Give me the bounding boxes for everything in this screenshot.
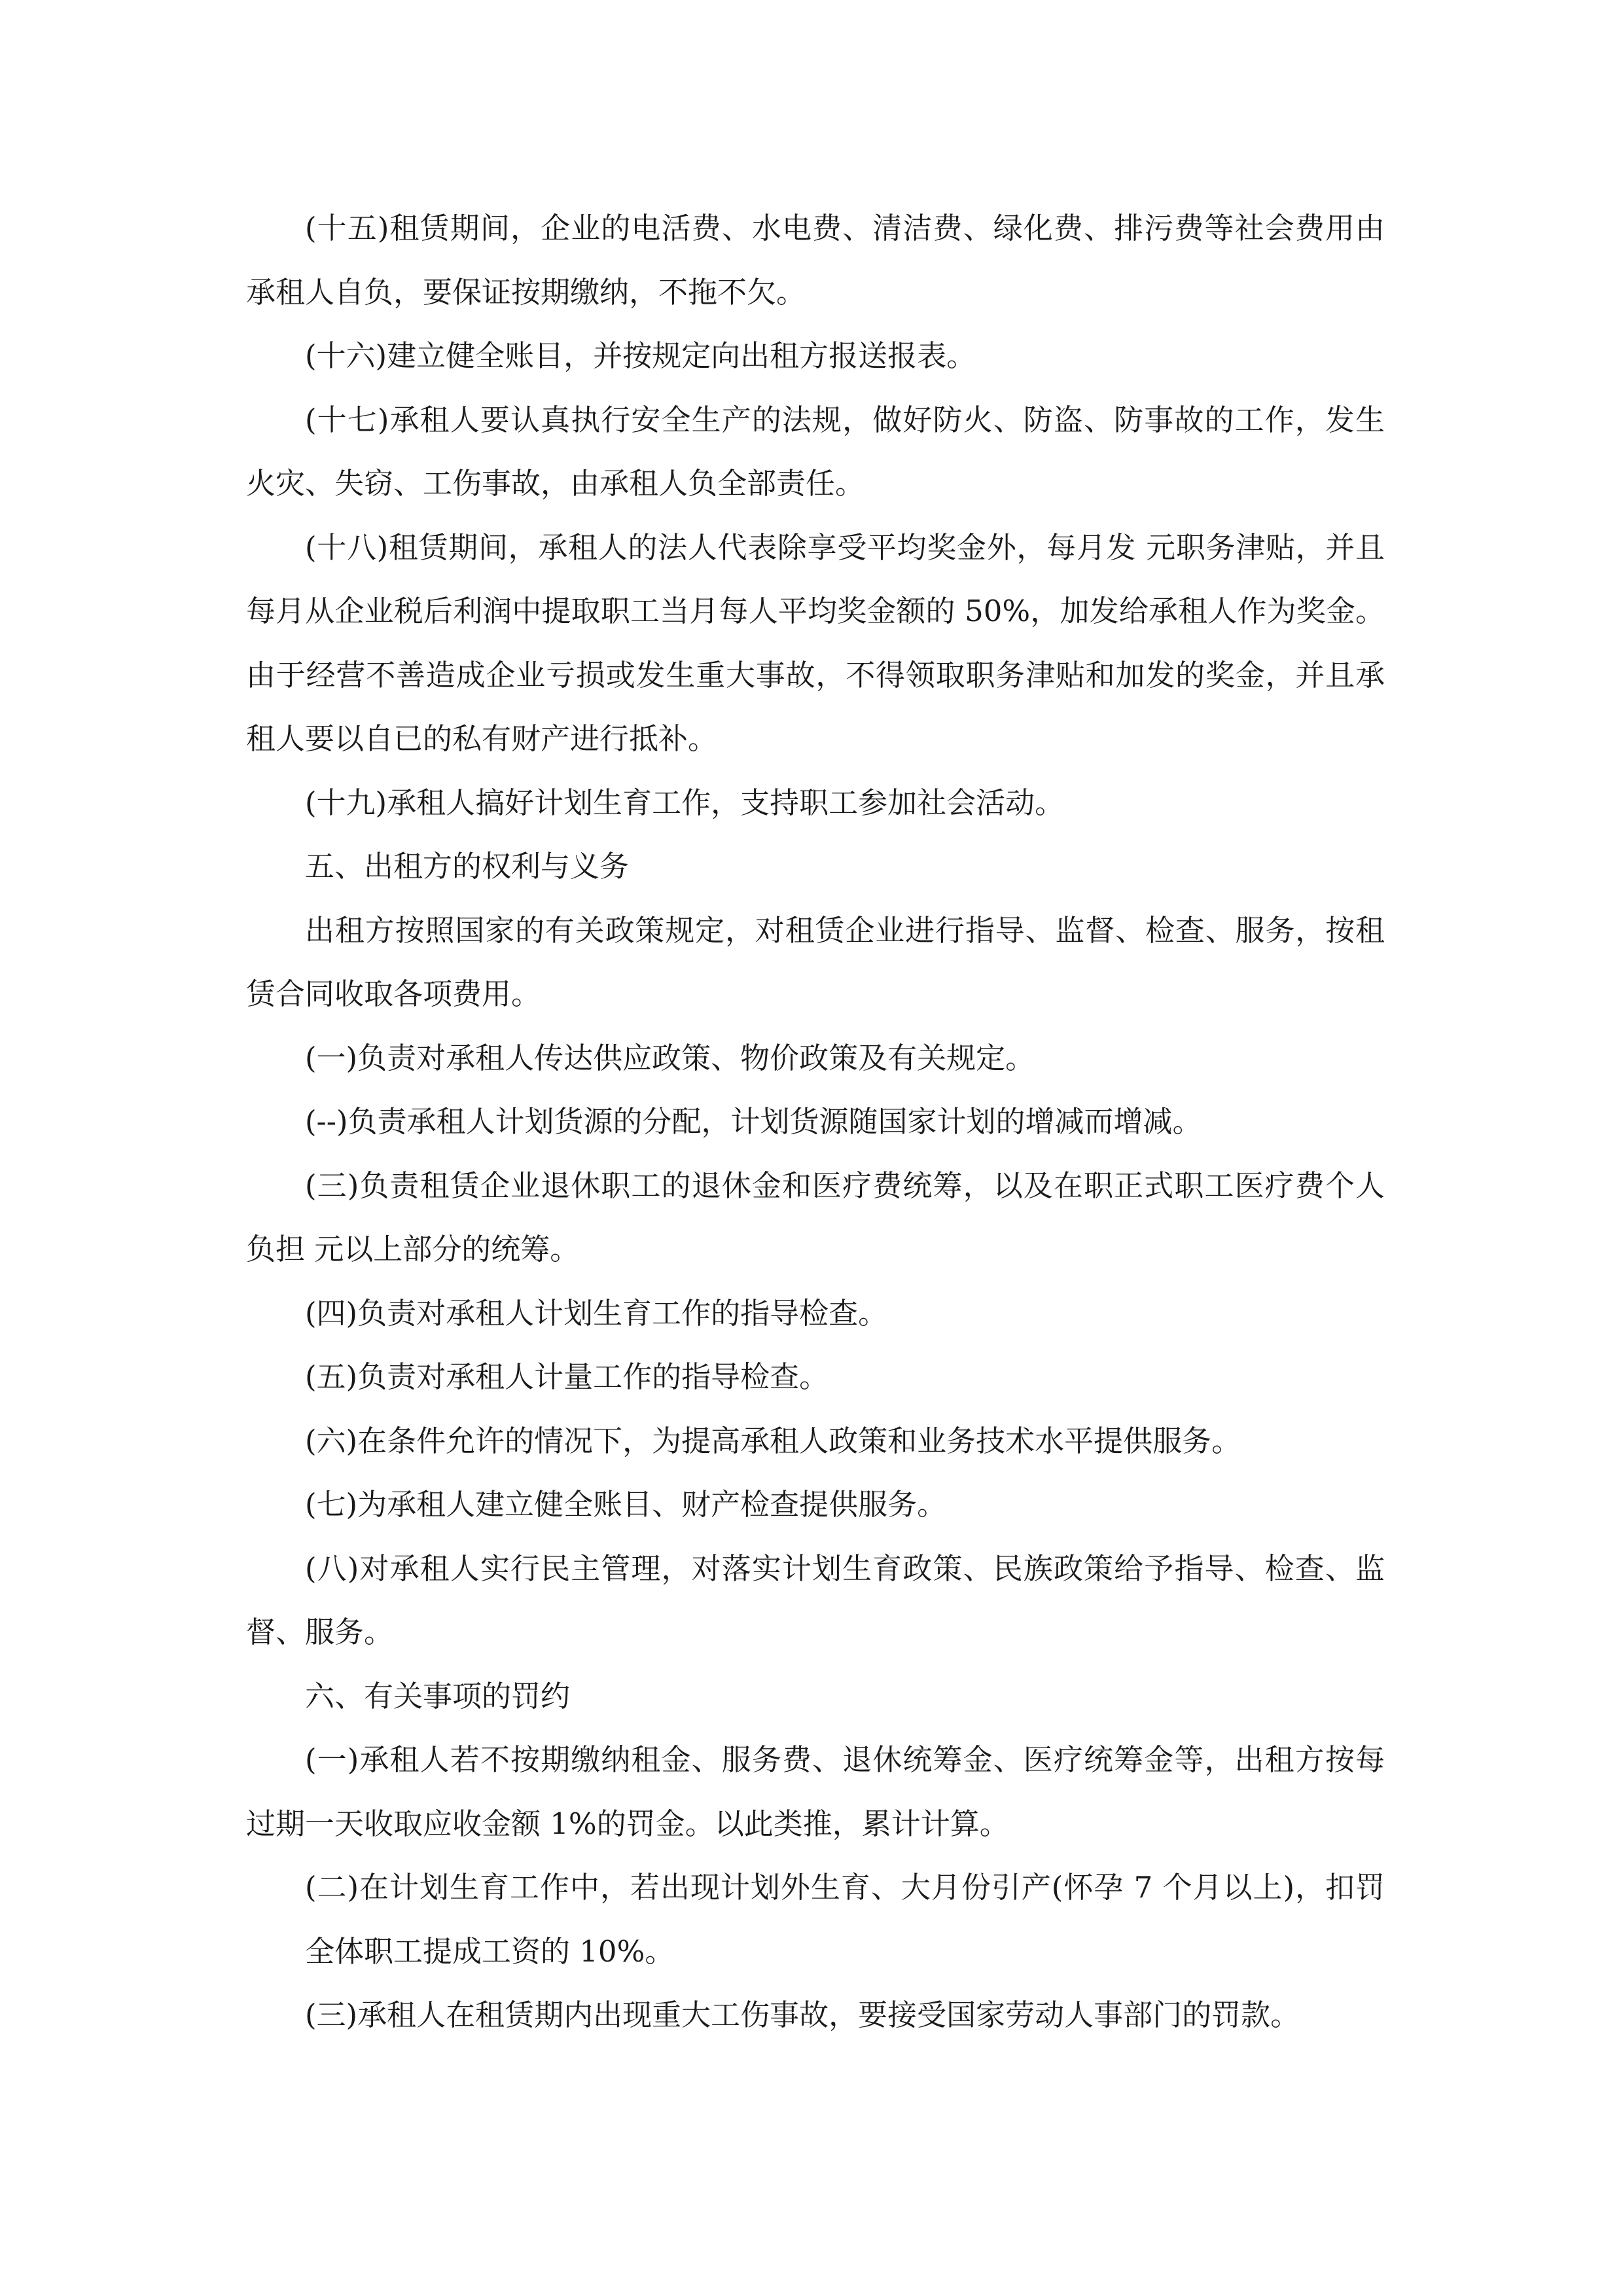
lessor-item-6: (六)在条件允许的情况下，为提高承租人政策和业务技术水平提供服务。 xyxy=(305,1423,1241,1458)
section-heading-5: 五、出租方的权利与义务 xyxy=(305,849,630,884)
section-heading-6: 六、有关事项的罚约 xyxy=(305,1678,571,1713)
lessor-item-4: (四)负责对承租人计划生育工作的指导检查。 xyxy=(305,1295,888,1331)
paragraph-19: (十九)承租人搞好计划生育工作，支持职工参加社会活动。 xyxy=(305,785,1065,820)
lessor-item-5: (五)负责对承租人计量工作的指导检查。 xyxy=(305,1359,829,1394)
document-body xyxy=(246,196,1385,2047)
penalty-item-1: (一)承租人若不按期缴纳租金、服务费、退休统筹金、医疗统筹金等，出租方按每过期一天收取应收金额 1%的罚金。以此类推，累计计算。 xyxy=(246,1742,1385,1841)
section-5-intro: 出租方按照国家的有关政策规定，对租赁企业进行指导、监督、检查、服务，按租赁合同收取各项费用。 xyxy=(246,912,1385,1011)
lessor-item-7: (七)为承租人建立健全账目、财产检查提供服务。 xyxy=(305,1487,947,1522)
lessor-item-3: (三)负责租赁企业退休职工的退休金和医疗费统筹，以及在职正式职工医疗费个人负担 元以上部分的统筹。 xyxy=(246,1168,1385,1266)
lessor-item-8: (八)对承租人实行民主管理，对落实计划生育政策、民族政策给予指导、检查、监督、服务。 xyxy=(246,1551,1385,1649)
penalty-item-3: (三)承租人在租赁期内出现重大工伤事故，要接受国家劳动人事部门的罚款。 xyxy=(305,1998,1300,2032)
lessor-item-1: (一)负责对承租人传达供应政策、物价政策及有关规定。 xyxy=(305,1040,1035,1075)
lessor-item-2: (--)负责承租人计划货源的分配，计划货源随国家计划的增减而增减。 xyxy=(305,1104,1202,1139)
paragraph-17: (十七)承租人要认真执行安全生产的法规，做好防火、防盗、防事故的工作，发生火灾、失窃、工伤事故，由承租人负全部责任。 xyxy=(246,402,1385,501)
paragraph-18: (十八)租赁期间，承租人的法人代表除享受平均奖金外，每月发 元职务津贴，并且每月从企业税后利润中提取职工当月每人平均奖金额的 50%，加发给承租人作为奖金。由于经营不善造成企业亏损或发生重大事故，不得领取职务津贴和加发的奖金，并且承租人要以自已的私有财产进行抵补。 xyxy=(246,529,1385,756)
paragraph-16: (十六)建立健全账目，并按规定向出租方报送报表。 xyxy=(305,338,976,373)
paragraph-15: (十五)租赁期间，企业的电活费、水电费、清洁费、绿化费、排污费等社会费用由承租人自负，要保证按期缴纳，不拖不欠。 xyxy=(246,211,1385,310)
penalty-item-2: (二)在计划生育工作中，若出现计划外生育、大月份引产(怀孕 7 个月以上)，扣罚全体职工提成工资的 10%。 xyxy=(305,1870,1385,1969)
